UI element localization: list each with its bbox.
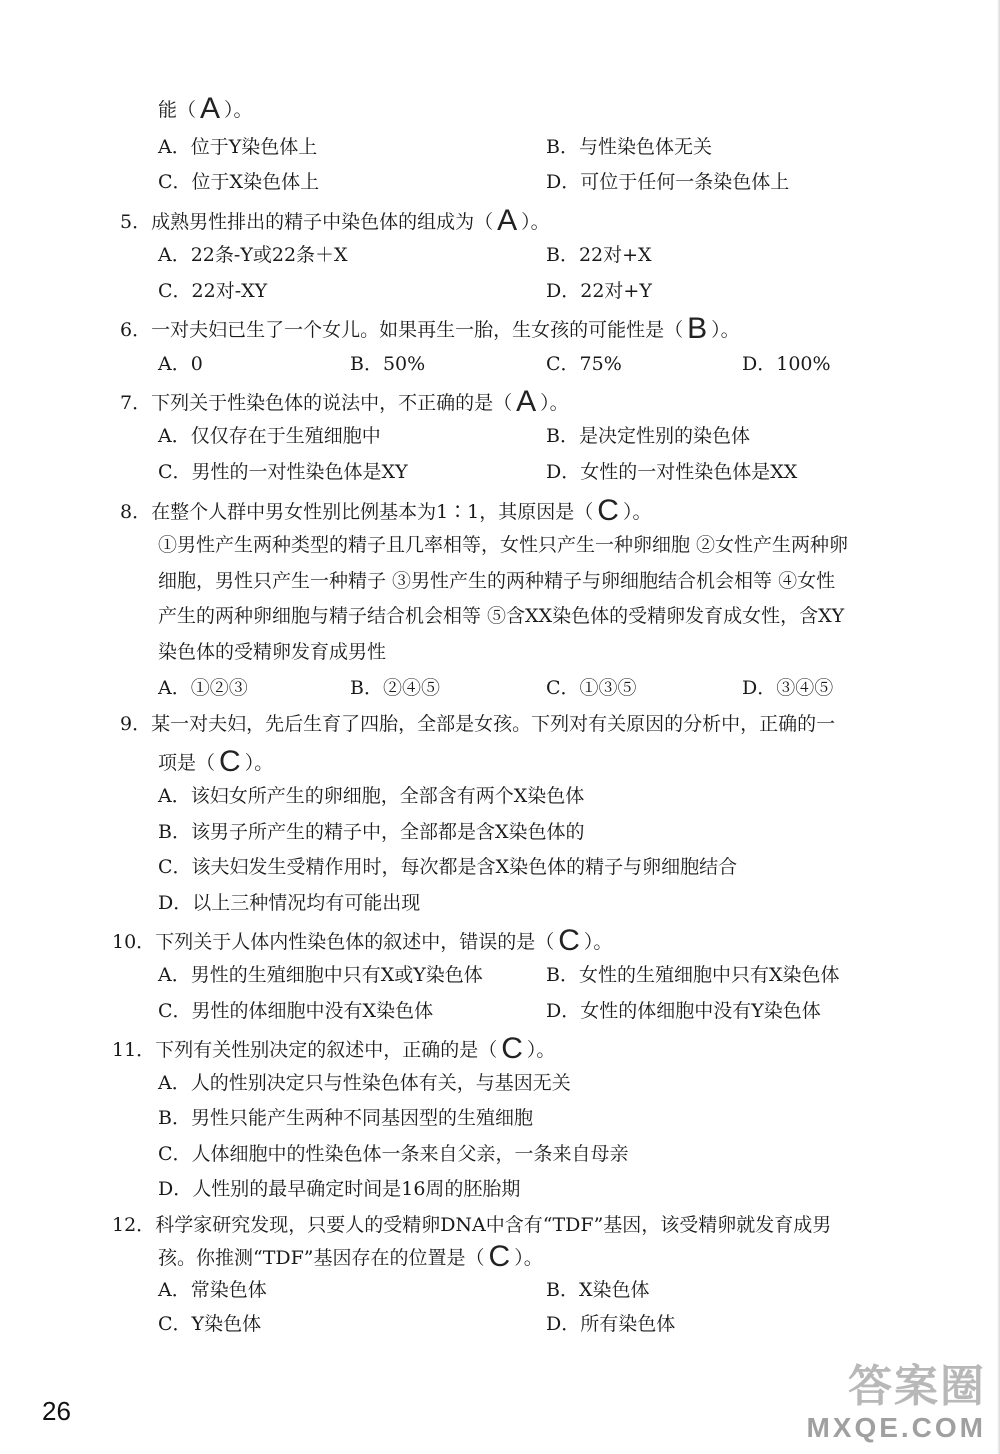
q7-option-c: C．男性的一对性染色体是XY (158, 461, 408, 483)
q11-option-d: D．人性别的最早确定时间是16周的胚胎期 (158, 1178, 521, 1200)
q12-option-d: D．所有染色体 (546, 1313, 676, 1335)
watermark-site-text: MXQE.COM (806, 1412, 986, 1443)
q4-option-d: D．可位于任何一条染色体上 (546, 171, 790, 193)
q12-answer: C (488, 1240, 511, 1273)
q7-option-d: D．女性的一对性染色体是XX (546, 461, 798, 483)
q5-option-a: A．22条-Y或22条＋X (158, 244, 348, 266)
q8-option-b: B．②④⑤ (350, 677, 440, 699)
q8-option-a: A．①②③ (158, 677, 248, 699)
q4-option-c: C．位于X染色体上 (158, 171, 320, 193)
q7-stem: 7．下列关于性染色体的说法中，不正确的是（ A ）。 (120, 385, 569, 418)
q11-option-b: B．男性只能产生两种不同基因型的生殖细胞 (158, 1107, 533, 1129)
q5-option-d: D．22对+Y (546, 280, 652, 302)
q12-option-b: B．X染色体 (546, 1279, 650, 1301)
q4-answer: A (200, 92, 221, 125)
q8-answer: C (597, 494, 619, 527)
q8-body-line-2: 细胞，男性只产生一种精子 ③男性产生的两种精子与卵细胞结合机会相等 ④女性 (158, 570, 836, 592)
q5-answer: A (497, 204, 518, 237)
q9-answer: C (219, 745, 241, 778)
q9-option-c: C．该夫妇发生受精作用时，每次都是含X染色体的精子与卵细胞结合 (158, 856, 738, 878)
page-number: 26 (42, 1396, 71, 1426)
q12-stem-line-2: 孩。你推测“TDF”基因存在的位置是（ C ）。 (158, 1240, 543, 1273)
q9-option-d: D．以上三种情况均有可能出现 (158, 892, 421, 914)
q4-option-b: B．与性染色体无关 (546, 136, 712, 158)
q4-stem-tail: 能（ A ）。 (158, 92, 253, 125)
watermark-main-text: 答案圈 (848, 1362, 986, 1411)
q6-answer: B (687, 312, 708, 345)
q7-option-a: A．仅仅存在于生殖细胞中 (158, 425, 381, 447)
q6-option-b: B．50% (350, 353, 426, 375)
q10-option-a: A．男性的生殖细胞中只有X或Y染色体 (158, 964, 483, 986)
watermark-logo (806, 1362, 986, 1444)
q4-option-a: A．位于Y染色体上 (158, 136, 318, 158)
q12-option-c: C．Y染色体 (158, 1313, 262, 1335)
q11-answer: C (501, 1032, 523, 1065)
q5-option-c: C．22对-XY (158, 280, 268, 302)
q6-option-c: C．75% (546, 353, 622, 375)
q8-body-line-1: ①男性产生两种类型的精子且几率相等，女性只产生一种卵细胞 ②女性产生两种卵 (158, 534, 849, 556)
q7-option-b: B．是决定性别的染色体 (546, 425, 750, 447)
q6-option-a: A．0 (158, 353, 203, 375)
q10-answer: C (558, 924, 580, 957)
q6-option-d: D．100% (742, 353, 831, 375)
q11-option-c: C．人体细胞中的性染色体一条来自父亲，一条来自母亲 (158, 1143, 629, 1165)
q8-body-line-3: 产生的两种卵细胞与精子结合机会相等 ⑤含XX染色体的受精卵发育成女性，含XY (158, 605, 845, 627)
q5-stem: 5．成熟男性排出的精子中染色体的组成为（ A ）。 (120, 204, 550, 237)
q9-stem-line-1: 9．某一对夫妇，先后生育了四胎，全部是女孩。下列对有关原因的分析中，正确的一 (120, 713, 836, 735)
q12-stem-line-1: 12．科学家研究发现，只要人的受精卵DNA中含有“TDF”基因，该受精卵就发育成男 (112, 1214, 832, 1236)
q11-stem: 11．下列有关性别决定的叙述中，正确的是（ C ）。 (112, 1032, 556, 1065)
q10-option-b: B．女性的生殖细胞中只有X染色体 (546, 964, 840, 986)
q10-stem: 10．下列关于人体内性染色体的叙述中，错误的是（ C ）。 (112, 924, 613, 957)
q8-stem: 8．在整个人群中男女性别比例基本为1∶1，其原因是（ C ）。 (120, 494, 652, 527)
q7-answer: A (516, 385, 537, 418)
q9-option-a: A．该妇女所产生的卵细胞，全部含有两个X染色体 (158, 785, 585, 807)
q11-option-a: A．人的性别决定只与性染色体有关，与基因无关 (158, 1072, 571, 1094)
q5-option-b: B．22对+X (546, 244, 652, 266)
q9-option-b: B．该男子所产生的精子中，全部都是含X染色体的 (158, 821, 585, 843)
q8-option-d: D．③④⑤ (742, 677, 834, 699)
q6-stem: 6．一对夫妇已生了一个女儿。如果再生一胎，生女孩的可能性是（ B ）。 (120, 312, 740, 345)
q10-option-c: C．男性的体细胞中没有X染色体 (158, 1000, 434, 1022)
q8-body-line-4: 染色体的受精卵发育成男性 (158, 641, 387, 663)
q10-option-d: D．女性的体细胞中没有Y染色体 (546, 1000, 821, 1022)
q8-option-c: C．①③⑤ (546, 677, 637, 699)
q9-stem-line-2: 项是（ C ）。 (158, 745, 274, 778)
q12-option-a: A．常染色体 (158, 1279, 267, 1301)
